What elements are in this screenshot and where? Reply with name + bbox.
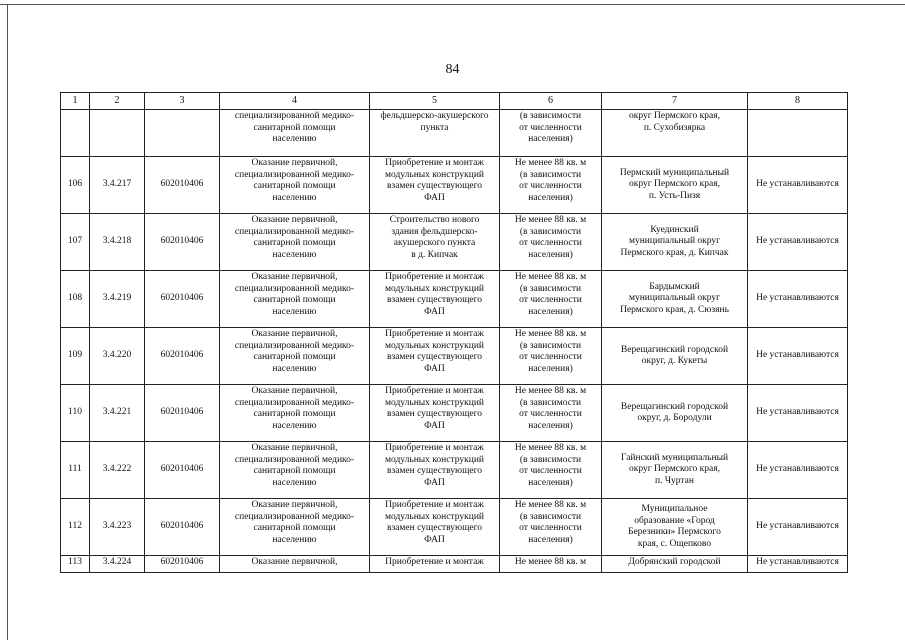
cell-capacity: Не менее 88 кв. м (в зависимости от численности населения) bbox=[500, 442, 602, 499]
cell-capacity: Не менее 88 кв. м (в зависимости от численности населения) bbox=[500, 385, 602, 442]
table-body bbox=[61, 93, 848, 573]
cell-id bbox=[145, 110, 220, 157]
cell-note: Не устанавливаются bbox=[748, 499, 848, 556]
cell-note: Не устанавливаются bbox=[748, 214, 848, 271]
cell-service: Оказание первичной, специализированной медико- санитарной помощи населению bbox=[220, 499, 370, 556]
cell-capacity: Не менее 88 кв. м (в зависимости от численности населения) bbox=[500, 214, 602, 271]
cell-service: Оказание первичной, bbox=[220, 556, 370, 573]
table-row bbox=[61, 556, 848, 573]
continuation-row bbox=[61, 110, 848, 157]
cell-service: Оказание первичной, специализированной медико- санитарной помощи населению bbox=[220, 442, 370, 499]
cell-action: Приобретение и монтаж модульных конструкций взамен существующего ФАП bbox=[370, 499, 500, 556]
cell-action: Приобретение и монтаж модульных конструкций взамен существующего ФАП bbox=[370, 328, 500, 385]
cell-note: Не устанавливаются bbox=[748, 556, 848, 573]
cell-code: 3.4.224 bbox=[90, 556, 145, 573]
cell-service: Оказание первичной, специализированной медико- санитарной помощи населению bbox=[220, 385, 370, 442]
cell-num: 110 bbox=[61, 385, 90, 442]
cell-num: 109 bbox=[61, 328, 90, 385]
cell-id: 602010406 bbox=[145, 442, 220, 499]
column-number-row bbox=[61, 93, 848, 110]
cell-location: Верещагинский городской округ, д. Кукеты bbox=[602, 328, 748, 385]
cell-id: 602010406 bbox=[145, 271, 220, 328]
cell-location: Верещагинский городской округ, д. Бородули bbox=[602, 385, 748, 442]
cell-service: Оказание первичной, специализированной медико- санитарной помощи населению bbox=[220, 328, 370, 385]
cell-location: Муниципальное образование «Город Березники» Пермского края, с. Ощепково bbox=[602, 499, 748, 556]
cell-location: Гайнский муниципальный округ Пермского края, п. Чуртан bbox=[602, 442, 748, 499]
cell-num: 113 bbox=[61, 556, 90, 573]
cell-location: Добрянский городской bbox=[602, 556, 748, 573]
cell-location: Куединский муниципальный округ Пермского края, д. Кипчак bbox=[602, 214, 748, 271]
cell-id: 602010406 bbox=[145, 328, 220, 385]
cell-action: Приобретение и монтаж модульных конструкций взамен существующего ФАП bbox=[370, 442, 500, 499]
cell-capacity: Не менее 88 кв. м bbox=[500, 556, 602, 573]
cell-action: Приобретение и монтаж bbox=[370, 556, 500, 573]
cell-id: 602010406 bbox=[145, 385, 220, 442]
cell-code: 3.4.223 bbox=[90, 499, 145, 556]
cell-capacity: (в зависимости от численности населения) bbox=[500, 110, 602, 157]
cell-capacity: Не менее 88 кв. м (в зависимости от численности населения) bbox=[500, 328, 602, 385]
facilities-table bbox=[60, 92, 848, 573]
cell-service: Оказание первичной, специализированной медико- санитарной помощи населению bbox=[220, 214, 370, 271]
cell-num: 108 bbox=[61, 271, 90, 328]
column-number: 2 bbox=[90, 93, 145, 110]
cell-location: Бардымский муниципальный округ Пермского края, д. Сюзянь bbox=[602, 271, 748, 328]
cell-id: 602010406 bbox=[145, 556, 220, 573]
cell-note: Не устанавливаются bbox=[748, 157, 848, 214]
cell-code bbox=[90, 110, 145, 157]
table-row bbox=[61, 157, 848, 214]
cell-service: специализированной медико- санитарной помощи населению bbox=[220, 110, 370, 157]
cell-code: 3.4.222 bbox=[90, 442, 145, 499]
column-number: 3 bbox=[145, 93, 220, 110]
cell-capacity: Не менее 88 кв. м (в зависимости от численности населения) bbox=[500, 271, 602, 328]
table-row bbox=[61, 214, 848, 271]
cell-action: Приобретение и монтаж модульных конструкций взамен существующего ФАП bbox=[370, 157, 500, 214]
column-number: 8 bbox=[748, 93, 848, 110]
cell-num: 112 bbox=[61, 499, 90, 556]
table-row bbox=[61, 385, 848, 442]
scan-frame-left bbox=[7, 4, 8, 640]
cell-id: 602010406 bbox=[145, 214, 220, 271]
cell-note: Не устанавливаются bbox=[748, 328, 848, 385]
cell-action: Приобретение и монтаж модульных конструкций взамен существующего ФАП bbox=[370, 271, 500, 328]
cell-capacity: Не менее 88 кв. м (в зависимости от численности населения) bbox=[500, 157, 602, 214]
table-row bbox=[61, 442, 848, 499]
cell-code: 3.4.221 bbox=[90, 385, 145, 442]
cell-location: Пермский муниципальный округ Пермского края, п. Усть-Пизя bbox=[602, 157, 748, 214]
cell-capacity: Не менее 88 кв. м (в зависимости от численности населения) bbox=[500, 499, 602, 556]
cell-location: округ Пермского края, п. Сухобизярка bbox=[602, 110, 748, 157]
cell-service: Оказание первичной, специализированной медико- санитарной помощи населению bbox=[220, 157, 370, 214]
scan-frame-top bbox=[0, 4, 905, 5]
table-row bbox=[61, 271, 848, 328]
cell-note: Не устанавливаются bbox=[748, 271, 848, 328]
column-number: 7 bbox=[602, 93, 748, 110]
cell-code: 3.4.219 bbox=[90, 271, 145, 328]
cell-id: 602010406 bbox=[145, 499, 220, 556]
cell-num bbox=[61, 110, 90, 157]
cell-code: 3.4.220 bbox=[90, 328, 145, 385]
column-number: 1 bbox=[61, 93, 90, 110]
cell-note: Не устанавливаются bbox=[748, 442, 848, 499]
table-row bbox=[61, 328, 848, 385]
cell-id: 602010406 bbox=[145, 157, 220, 214]
cell-action: Строительство нового здания фельдшерско- акушерского пункта в д. Кипчак bbox=[370, 214, 500, 271]
cell-code: 3.4.217 bbox=[90, 157, 145, 214]
cell-num: 106 bbox=[61, 157, 90, 214]
page-number: 84 bbox=[445, 62, 460, 77]
column-number: 4 bbox=[220, 93, 370, 110]
cell-service: Оказание первичной, специализированной медико- санитарной помощи населению bbox=[220, 271, 370, 328]
table-row bbox=[61, 499, 848, 556]
cell-num: 111 bbox=[61, 442, 90, 499]
cell-note bbox=[748, 110, 848, 157]
column-number: 6 bbox=[500, 93, 602, 110]
column-number: 5 bbox=[370, 93, 500, 110]
cell-action: фельдшерско-акушерского пункта bbox=[370, 110, 500, 157]
cell-code: 3.4.218 bbox=[90, 214, 145, 271]
cell-note: Не устанавливаются bbox=[748, 385, 848, 442]
cell-action: Приобретение и монтаж модульных конструкций взамен существующего ФАП bbox=[370, 385, 500, 442]
cell-num: 107 bbox=[61, 214, 90, 271]
